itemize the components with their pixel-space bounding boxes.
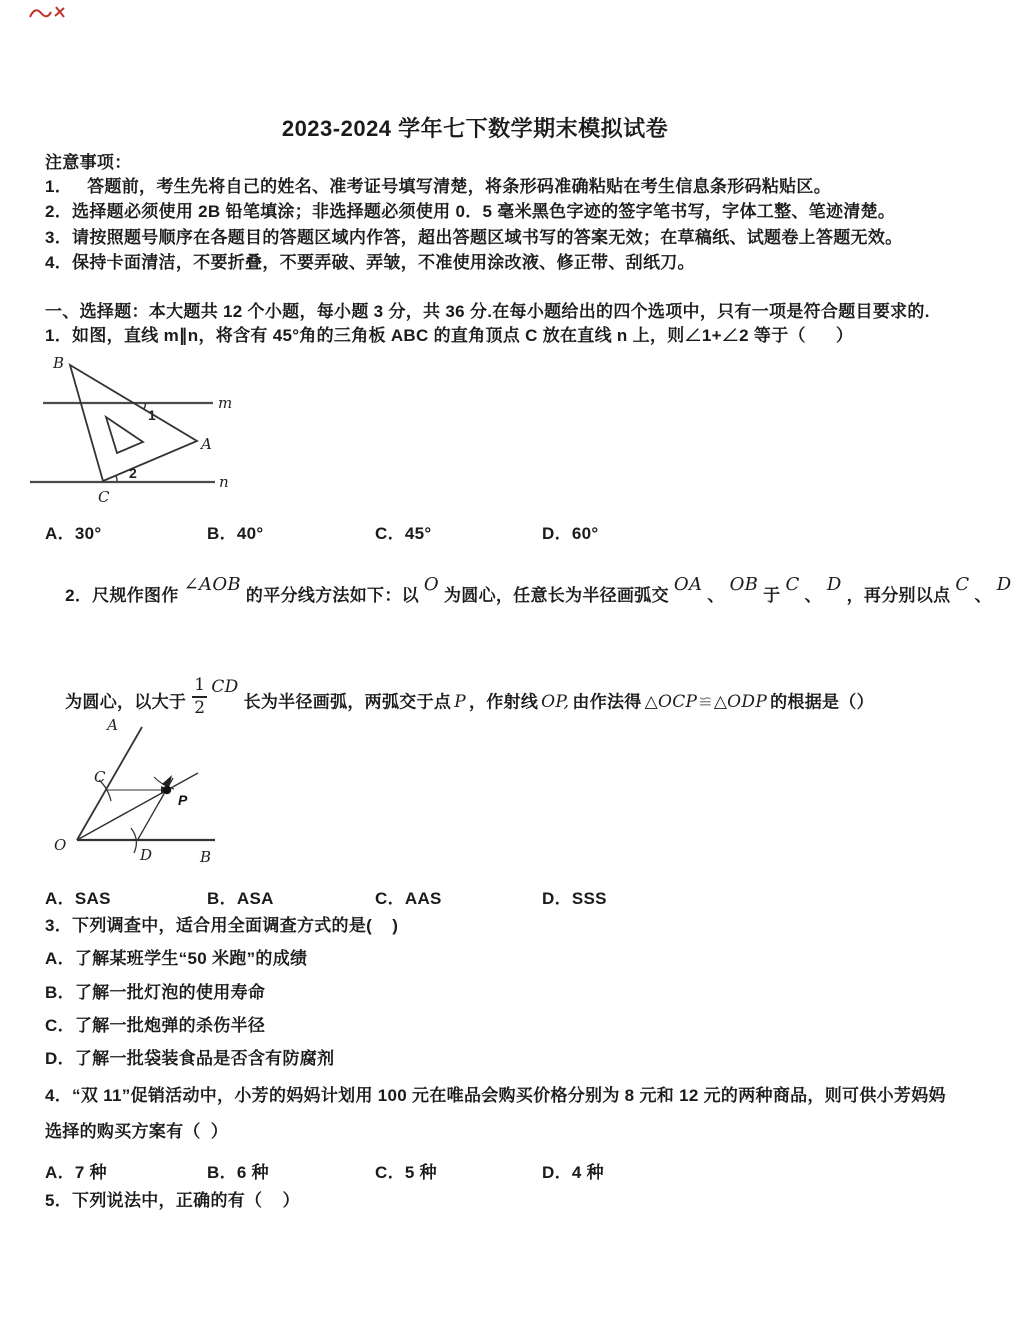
q1-option-b: B．40° bbox=[207, 524, 264, 543]
q2-seg7: 长为半径画弧，两弧交于点 bbox=[243, 692, 452, 712]
q5-text: 5．下列说法中，正确的有（ ） bbox=[45, 1191, 300, 1210]
q2-formula-c2: C bbox=[955, 574, 970, 595]
q2-formula-oa: OA bbox=[673, 574, 703, 595]
q4-text-line1: 4．“双 11”促销活动中，小芳的妈妈计划用 100 元在唯品会购买价格分别为 8 元和 12 元的两种商品，则可供小芳妈妈 bbox=[45, 1086, 946, 1105]
q3-option-a: A．了解某班学生“50 米跑”的成绩 bbox=[45, 949, 308, 968]
q2-seg2: 的平分线方法如下：以 bbox=[245, 586, 419, 605]
q2-option-a: A．SAS bbox=[45, 889, 111, 908]
notice-heading: 注意事项： bbox=[45, 153, 132, 172]
q3-option-d: D．了解一批袋装食品是否含有防腐剂 bbox=[45, 1049, 335, 1068]
q4-options-row bbox=[0, 1158, 950, 1182]
q1-option-c: C．45° bbox=[375, 524, 432, 543]
q2-dun2: 、 bbox=[804, 586, 822, 605]
q2-formula-aob: ∠AOB bbox=[183, 574, 241, 595]
section1-heading: 一、选择题：本大题共 12 个小题，每小题 3 分，共 36 分.在每小题给出的四个选项中，只有一项是符合题目要求的. bbox=[45, 302, 930, 321]
q2-seg9: 由作法得 bbox=[572, 692, 642, 712]
notice-item-2: 2．选择题必须使用 2B 铅笔填涂；非选择题必须使用 0．5 毫米黑色字迹的签字笔书写，字体工整、笔迹清楚。 bbox=[45, 202, 896, 221]
q2-seg10: 的根据是（） bbox=[770, 692, 874, 712]
q1-options-row bbox=[0, 519, 950, 543]
q3-option-b: B．了解一批灯泡的使用寿命 bbox=[45, 983, 266, 1002]
fraction-numerator: 1 bbox=[194, 675, 206, 695]
q2-formula-c1: C bbox=[785, 574, 800, 595]
q1-fig-label-B: B bbox=[52, 354, 64, 372]
q2-fig-label-A: A bbox=[107, 716, 118, 734]
q2-dun1: 、 bbox=[707, 586, 725, 605]
q2-formula-d1: D bbox=[826, 574, 842, 595]
q2-option-d: D．SSS bbox=[542, 889, 607, 908]
q3-text: 3．下列调查中，适合用全面调查方式的是( ) bbox=[45, 916, 399, 935]
notice-item-1: 1． 答题前，考生先将自己的姓名、准考证号填写清楚，将条形码准确粘贴在考生信息条形码粘贴区。 bbox=[45, 177, 832, 196]
q2-formula-d2: D bbox=[996, 574, 1012, 595]
q4-option-a: A．7 种 bbox=[45, 1163, 107, 1182]
page-title: 2023-2024 学年七下数学期末模拟试卷 bbox=[281, 116, 669, 141]
q2-congruent-symbol: ≌ bbox=[698, 692, 713, 713]
q2-seg5: ，再分别以点 bbox=[846, 586, 951, 605]
q2-seg8: ，作射线 bbox=[468, 692, 539, 712]
q2-fig-label-P: P bbox=[178, 792, 188, 808]
fraction-one-half bbox=[192, 677, 207, 717]
q1-text: 1．如图，直线 m∥n，将含有 45°角的三角板 ABC 的直角顶点 C 放在直线 n 上，则∠1+∠2 等于（ ） bbox=[45, 326, 854, 345]
fraction-denominator: 2 bbox=[194, 698, 206, 718]
notice-item-4: 4．保持卡面清洁，不要折叠，不要弄破、弄皱，不准使用涂改液、修正带、刮纸刀。 bbox=[45, 253, 695, 272]
q1-fig-label-C: C bbox=[98, 488, 110, 506]
q2-formula-cd: CD bbox=[211, 677, 239, 698]
q2-formula-p: P bbox=[454, 692, 466, 713]
q2-figure-angle-bisector-construction bbox=[40, 712, 265, 874]
q2-fig-label-C: C bbox=[94, 768, 106, 786]
q2-fig-label-O: O bbox=[54, 836, 67, 854]
q4-text-line2: 选择的购买方案有（ ） bbox=[45, 1122, 229, 1141]
q1-fig-label-angle1: 1 bbox=[148, 407, 156, 423]
q2-formula-o: O bbox=[423, 574, 439, 595]
q2-seg6: 为圆心，以大于 bbox=[65, 692, 187, 712]
q2-option-b: B．ASA bbox=[207, 889, 274, 908]
q4-option-c: C．5 种 bbox=[375, 1163, 437, 1182]
q1-fig-label-angle2: 2 bbox=[129, 465, 137, 481]
q2-formula-ob: OB bbox=[729, 574, 759, 595]
q2-seg3: 为圆心，任意长为半径画弧交 bbox=[443, 586, 669, 605]
q1-option-d: D．60° bbox=[542, 524, 599, 543]
q3-option-c: C．了解一批炮弹的杀伤半径 bbox=[45, 1016, 266, 1035]
q2-seg4: 于 bbox=[763, 586, 781, 605]
q2-formula-tri1: △OCP bbox=[644, 692, 698, 713]
q4-option-b: B．6 种 bbox=[207, 1163, 269, 1182]
q2-option-c: C．AAS bbox=[375, 889, 442, 908]
q2-fig-label-B: B bbox=[200, 848, 212, 866]
q1-fig-label-n: n bbox=[219, 473, 229, 491]
q2-text-line1 bbox=[45, 566, 1017, 626]
q2-formula-op: OP, bbox=[541, 692, 570, 713]
q2-options-row bbox=[0, 884, 950, 908]
q4-option-d: D．4 种 bbox=[542, 1163, 604, 1182]
red-scribble-mark bbox=[28, 4, 68, 20]
notice-item-3: 3．请按照题号顺序在各题目的答题区域内作答，超出答题区域书写的答案无效；在草稿纸、试题卷上答题无效。 bbox=[45, 228, 903, 247]
q1-figure-parallel-lines-triangle bbox=[26, 356, 231, 508]
q2-formula-tri2: △ODP bbox=[713, 692, 768, 713]
q1-fig-label-m: m bbox=[218, 394, 233, 412]
q2-fig-label-D: D bbox=[140, 846, 153, 864]
q1-option-a: A．30° bbox=[45, 524, 102, 543]
q1-fig-label-A: A bbox=[201, 435, 212, 453]
q2-dun3: 、 bbox=[974, 586, 992, 605]
q2-seg1: 2．尺规作图作 bbox=[65, 586, 179, 605]
